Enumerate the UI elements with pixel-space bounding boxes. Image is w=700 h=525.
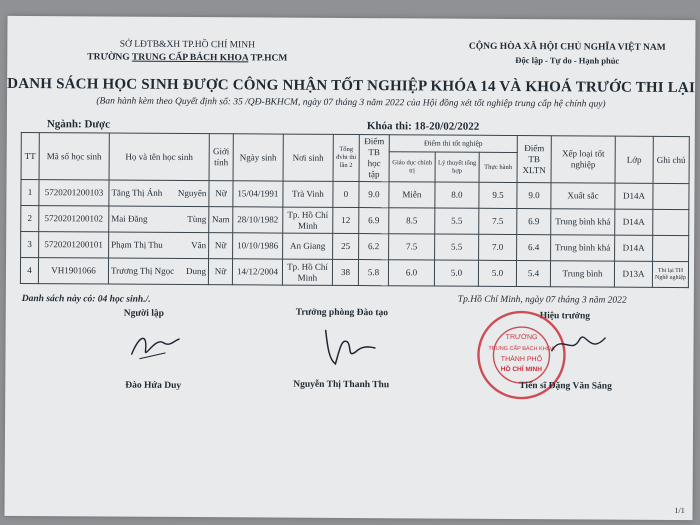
cell-practice: 5.0 [478,260,516,286]
cell-note [653,209,689,235]
cell-class: D14A [615,235,653,261]
signing-date: Tp.Hồ Chí Minh, ngày 07 tháng 3 năm 2022 [457,294,627,306]
cell-rank: Trung bình khá [551,209,615,235]
major-label: Ngành: Dược [46,118,111,131]
col-credits: Tổng đvht thi lần 2 [333,134,359,181]
document-title: DANH SÁCH HỌC SINH ĐƯỢC CÔNG NHẬN TỐT NGHIỆP KHÓA 14 VÀ KHOÁ TRƯỚC THI LẠI [7,75,696,97]
cell-dob: 15/04/1991 [233,181,283,207]
cell-xltn: 6.4 [517,235,551,261]
cell-tt: 4 [20,257,38,283]
cell-politics: Miễn [389,182,435,208]
cell-birthplace: Tp. Hồ Chí Minh [283,207,333,233]
col-gender: Giới tính [209,134,233,181]
national-header [447,41,687,68]
training-head-title: Trưởng phòng Đào tạo [295,307,389,319]
cell-gender: Nữ [209,181,233,207]
col-xltn: Điểm TB XLTN [517,136,551,183]
cell-name: Mai Đăng Tùng [109,206,209,233]
cell-tt: 1 [21,179,39,205]
cell-dob: 14/12/2004 [232,259,282,285]
cell-gender: Nữ [209,233,233,259]
republic-name: CỘNG HÒA XÃ HỘI CHỦ NGHĨA VIỆT NAM [468,41,666,53]
cell-birthplace: An Giang [283,233,333,259]
svg-text:THÀNH PHỐ: THÀNH PHỐ [500,355,543,364]
cell-student-id: 5720201200102 [39,206,109,232]
training-head-name: Nguyễn Thị Thanh Thu [293,379,390,391]
cell-xltn: 6.9 [517,209,551,235]
cell-credits: 25 [333,233,359,259]
principal-signature [545,325,615,365]
svg-text:TRUNG CẤP BÁCH KHOA: TRUNG CẤP BÁCH KHOA [488,345,555,353]
cell-student-id: 5720201200103 [39,180,109,206]
exam-period-label: Khóa thi: 18-20/02/2022 [366,120,480,133]
training-head-signature [317,324,387,370]
cell-credits: 38 [332,259,358,285]
cell-politics: 7.5 [389,234,435,260]
col-rank: Xếp loại tốt nghiệp [551,136,615,183]
col-politics: Giáo dục chính trị [389,152,435,182]
cell-gender: Nữ [208,259,232,285]
cell-gpa: 9.0 [359,182,389,208]
cell-gpa: 5.8 [358,260,388,286]
cell-class: D13A [614,261,652,287]
principal-title: Hiệu trưởng [539,311,591,322]
cell-theory: 8.0 [435,182,479,208]
col-note: Ghi chú [653,136,689,183]
cell-birthplace: Tp. Hồ Chí Minh [282,259,332,285]
table-row [20,257,688,287]
cell-theory: 5.5 [435,208,479,234]
preparer-signature [125,325,185,365]
cell-theory: 5.0 [434,260,478,286]
cell-name: Tăng Thị Ánh Nguyên [109,180,209,207]
col-theory: Lý thuyết tổng hợp [435,152,479,182]
cell-rank: Trung bình [550,261,614,287]
cell-dob: 10/10/1986 [233,233,283,259]
svg-text:TRƯỜNG: TRƯỜNG [505,333,538,342]
col-practice: Thực hành [479,153,517,183]
preparer-title: Người lập [123,308,165,319]
svg-text:HỒ CHÍ MINH: HỒ CHÍ MINH [500,365,542,374]
col-birthplace: Nơi sinh [283,134,333,181]
cell-gpa: 6.2 [359,234,389,260]
cell-student-id: VH1901066 [38,258,108,284]
cell-xltn: 9.0 [517,183,551,209]
table-row [21,231,689,261]
cell-rank: Trung bình khá [551,235,615,261]
cell-note [653,183,689,209]
cell-birthplace: Trà Vinh [283,181,333,207]
document-subtitle: (Ban hành kèm theo Quyết định số: 35 /QĐ-BKHCM, ngày 07 tháng 3 năm 2022 của Hội đồng xét tốt nghiệp trung cấp hệ chính quy) [96,96,606,110]
cell-gpa: 6.9 [359,208,389,234]
col-tt: TT [21,132,39,179]
cell-credits: 12 [333,207,359,233]
cell-class: D14A [615,183,653,209]
col-class: Lớp [615,136,653,183]
cell-credits: 0 [333,181,359,207]
cell-practice: 7.5 [479,208,517,234]
table-row [21,205,689,235]
cell-tt: 2 [21,205,39,231]
col-exam-group: Điểm thi tốt nghiệp [389,135,517,153]
graduates-table [20,132,690,288]
department-name: SỞ LĐTB&XH TP.HỒ CHÍ MINH [119,39,255,51]
cell-practice: 7.0 [479,234,517,260]
cell-name: Phạm Thị Thu Vân [109,232,209,259]
cell-theory: 5.5 [435,234,479,260]
cell-student-id: 5720201200101 [39,232,109,258]
cell-tt: 3 [21,231,39,257]
col-dob: Ngày sinh [233,134,283,181]
cell-politics: 8.5 [389,208,435,234]
preparer-name: Đào Hứa Duy [125,380,182,391]
cell-gender: Nam [209,207,233,233]
table-row [21,179,689,209]
cell-practice: 9.5 [479,182,517,208]
cell-dob: 28/10/1982 [233,207,283,233]
cell-note [653,235,689,261]
national-motto: Độc lập - Tự do - Hạnh phúc [515,55,620,66]
cell-name: Trương Thị Ngọc Dung [108,258,208,285]
document-page [4,16,695,520]
cell-rank: Xuất sắc [551,183,615,209]
issuer-header [87,38,287,65]
col-gpa: Điểm TB học tập [359,135,389,182]
cell-note: Thi lại TH Nghề nghiệp [652,261,688,287]
col-name: Họ và tên học sinh [109,133,209,181]
cell-class: D14A [615,209,653,235]
student-count: Danh sách này có: 04 học sinh./. [21,293,151,305]
page-number: 1/1 [674,505,685,516]
principal-name: Tiến sĩ Đặng Văn Sáng [519,381,612,392]
cell-xltn: 5.4 [516,261,550,287]
cell-politics: 6.0 [388,260,434,286]
school-name: TRƯỜNG TRUNG CẤP BÁCH KHOA TP.HCM [87,52,288,64]
col-student-id: Mã số học sinh [39,133,109,180]
